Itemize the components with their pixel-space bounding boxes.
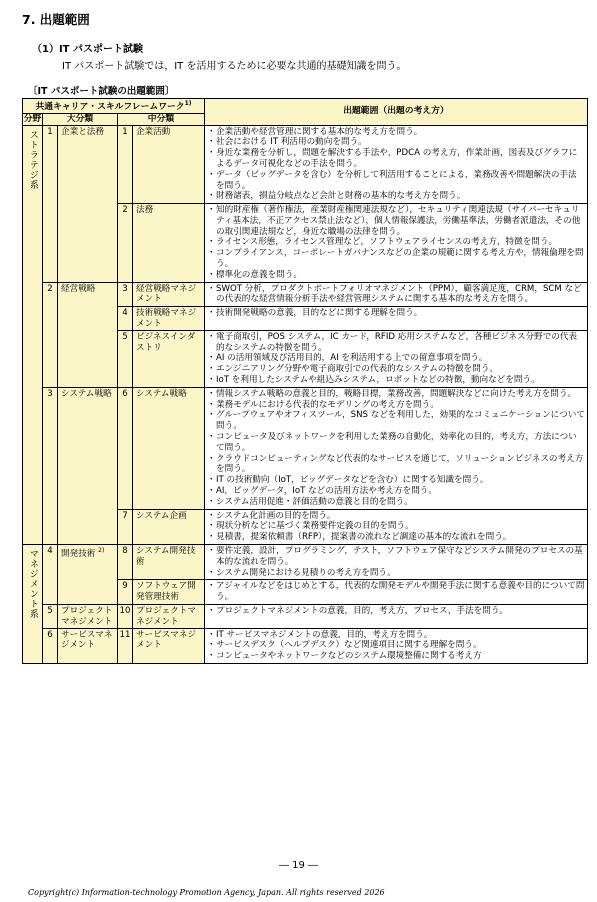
middle-name: ビジネスインダストリ	[133, 330, 205, 387]
list-item: ・ エンジニアリング分野や電子商取引での代表的なシステムの特徴を問う。	[208, 364, 585, 375]
scope-cell	[205, 628, 588, 663]
major-name: サービスマネジメント	[58, 628, 118, 663]
scope-cell	[205, 545, 588, 580]
list-item: ・ 電子商取引，POS システム，IC カード，RFID 応用システムなど，各種ビジネス分野での代表的なシステムの特徴を問う。	[208, 332, 585, 354]
major-name: 経営戦略	[58, 282, 118, 387]
intro-text: IT パスポート試験では，IT を活用するために必要な共通的基礎知識を問う。	[62, 61, 407, 72]
list-item: ・ システム開発における見積りの考え方を問う。	[208, 568, 585, 579]
page-number: ― 19 ―	[278, 860, 319, 871]
middle-number: 11	[118, 628, 133, 663]
list-item: ・ コンピュータやネットワークなどのシステム環境整備に関する考え方	[208, 651, 585, 662]
middle-number: 7	[118, 509, 133, 544]
scope-header: 出題範囲（出題の考え方）	[205, 99, 588, 126]
scope-cell	[205, 282, 588, 307]
table-row	[23, 282, 588, 307]
middle-name: 経営戦略マネジメント	[133, 282, 205, 307]
list-item: ・ 情報システム戦略の意義と目的，戦略目標，業務改善，問題解決などに向けた考え方を問う。	[208, 389, 585, 400]
subsection-title: （1）IT パスポート試験	[32, 44, 143, 55]
major-name: システム戦略	[58, 387, 118, 544]
list-item: ・ システム化計画の目的を問う。	[208, 511, 585, 522]
list-item: ・ システム活用促進・評価活動の意義と目的を問う。	[208, 497, 585, 508]
middle-name: システム企画	[133, 509, 205, 544]
scope-cell	[205, 387, 588, 509]
list-item: ・ 要件定義，設計，プログラミング，テスト，ソフトウェア保守などシステム開発のプロセスの基本的な流れを問う。	[208, 546, 585, 568]
major-number: 6	[43, 628, 58, 663]
middle-number: 1	[118, 125, 133, 204]
list-item: ・ ライセンス形態，ライセンス管理など，ソフトウェアライセンスの考え方，特徴を問う。	[208, 237, 585, 248]
middle-name: サービスマネジメント	[133, 628, 205, 663]
table-row	[23, 545, 588, 580]
table-row	[23, 628, 588, 663]
middle-number: 4	[118, 307, 133, 331]
scope-cell	[205, 125, 588, 204]
major-number: 2	[43, 282, 58, 387]
middle-header: 中分類	[118, 113, 205, 125]
scope-cell	[205, 307, 588, 331]
list-item: ・ 技術開発戦略の意義，目的などに関する理解を問う。	[208, 308, 585, 319]
section-title: 7. 出題範囲	[22, 12, 90, 27]
middle-number: 8	[118, 545, 133, 580]
middle-number: 10	[118, 604, 133, 628]
table-row	[23, 604, 588, 628]
middle-name: プロジェクトマネジメント	[133, 604, 205, 628]
scope-cell	[205, 330, 588, 387]
scope-cell	[205, 204, 588, 283]
field-cell-management: マネジメント系	[23, 545, 43, 664]
middle-number: 6	[118, 387, 133, 509]
table-row	[23, 125, 588, 204]
middle-name: システム開発技術	[133, 545, 205, 580]
list-item: ・ 業務モデルにおける代表的なモデリングの考え方を問う。	[208, 400, 585, 411]
list-item: ・ SWOT 分析，プロダクトポートフォリオマネジメント（PPM），顧客満足度，CRM，SCM などの代表的な経営情報分析手法や経営管理システムに関する基本的な考え方を問う。	[208, 284, 585, 306]
middle-name: ソフトウェア開発管理技術	[133, 580, 205, 605]
middle-number: 3	[118, 282, 133, 307]
framework-header: 共通キャリア・スキルフレームワーク$^{1)}$	[23, 99, 205, 114]
list-item: ・ グループウェアやオフィスツール，SNS などを利用した，効果的なコミュニケーションについて問う。	[208, 410, 585, 432]
list-item: ・ サービスデスク（ヘルプデスク）など関連項目に関する理解を問う。	[208, 640, 585, 651]
list-item: ・ アジャイルなどをはじめとする，代表的な開発モデルや開発手法に関する意義や目的について問う。	[208, 581, 585, 603]
list-item: ・ クラウドコンピューティングなど代表的なサービスを通じて，ソリューションビジネスの考え方を問う。	[208, 454, 585, 476]
list-item: ・ コンピュータ及びネットワークを利用した業務の自動化，効率化の目的，考え方，方法について問う。	[208, 432, 585, 454]
scope-cell	[205, 604, 588, 628]
field-cell-strategy: ストラテジ系	[23, 125, 43, 544]
list-item: ・ IoT を利用したシステムや組込みシステム，ロボットなどの特徴，動向などを問う。	[208, 375, 585, 386]
middle-number: 5	[118, 330, 133, 387]
scope-cell	[205, 509, 588, 544]
list-item: ・ 現状分析などに基づく業務要件定義の目的を問う。	[208, 521, 585, 532]
scope-cell	[205, 580, 588, 605]
major-number: 5	[43, 604, 58, 628]
list-item: ・ AI，ビッグデータ，IoT などの活用方法や考え方を問う。	[208, 486, 585, 497]
list-item: ・ IT の技術動向（IoT，ビッグデータなどを含む）に関する知識を問う。	[208, 475, 585, 486]
field-header: 分野	[23, 113, 42, 124]
major-name: 企業と法務	[58, 125, 118, 282]
exam-scope-table	[22, 98, 588, 664]
middle-number: 9	[118, 580, 133, 605]
table-row	[23, 387, 588, 509]
list-item: ・ AI の活用領域及び活用目的，AI を利活用する上での留意事項を問う。	[208, 353, 585, 364]
major-name: 開発技術 $^{2)}$	[58, 545, 118, 605]
list-item: ・ 社会における IT 利活用の動向を問う。	[208, 137, 585, 148]
middle-name: システム戦略	[133, 387, 205, 509]
list-item: ・ データ（ビッグデータを含む）を分析して利活用することによる，業務改善や問題解決の手法を問う。	[208, 170, 585, 192]
list-item: ・ 見積書，提案依頼書（RFP），提案書の流れなど調達の基本的な流れを問う。	[208, 532, 585, 543]
major-name: プロジェクトマネジメント	[58, 604, 118, 628]
list-item: ・ 標準化の意義を問う。	[208, 270, 585, 281]
copyright-notice: Copyright(c) Information-technology Promotion Agency, Japan. All rights reserved 2026	[28, 888, 385, 897]
list-item: ・ 財務諸表，損益分岐点など会計と財務の基本的な考え方を問う。	[208, 191, 585, 202]
middle-name: 法務	[133, 204, 205, 283]
middle-number: 2	[118, 204, 133, 283]
middle-name: 技術戦略マネジメント	[133, 307, 205, 331]
major-number: 1	[43, 125, 58, 282]
list-item: ・ 企業活動や経営管理に関する基本的な考え方を問う。	[208, 127, 585, 138]
middle-name: 企業活動	[133, 125, 205, 204]
list-item: ・ プロジェクトマネジメントの意義，目的，考え方，プロセス，手法を問う。	[208, 606, 585, 617]
list-item: ・ コンプライアンス，コーポレートガバナンスなどの企業の規範に関する考え方や，情報倫理を問う。	[208, 248, 585, 270]
major-number: 3	[43, 387, 58, 544]
list-item: ・ IT サービスマネジメントの意義，目的，考え方を問う。	[208, 630, 585, 641]
list-item: ・ 身近な業務を分析し，問題を解決する手法や，PDCA の考え方，作業計画，図表及びグラフによるデータ可視化などの手法を問う。	[208, 148, 585, 170]
major-number: 4	[43, 545, 58, 605]
list-item: ・ 知的財産権（著作権法，産業財産権関連法規など），セキュリティ関連法規（サイバーセキュリティ基本法，不正アクセス禁止法など），個人情報保護法，労働基準法，労働者派遣法，その他の取引関連法規など，身近な職場の法律を問う。	[208, 205, 585, 237]
major-header: 大分類	[43, 113, 118, 125]
table-caption: 〔IT パスポート試験の出題範囲〕	[28, 86, 175, 97]
